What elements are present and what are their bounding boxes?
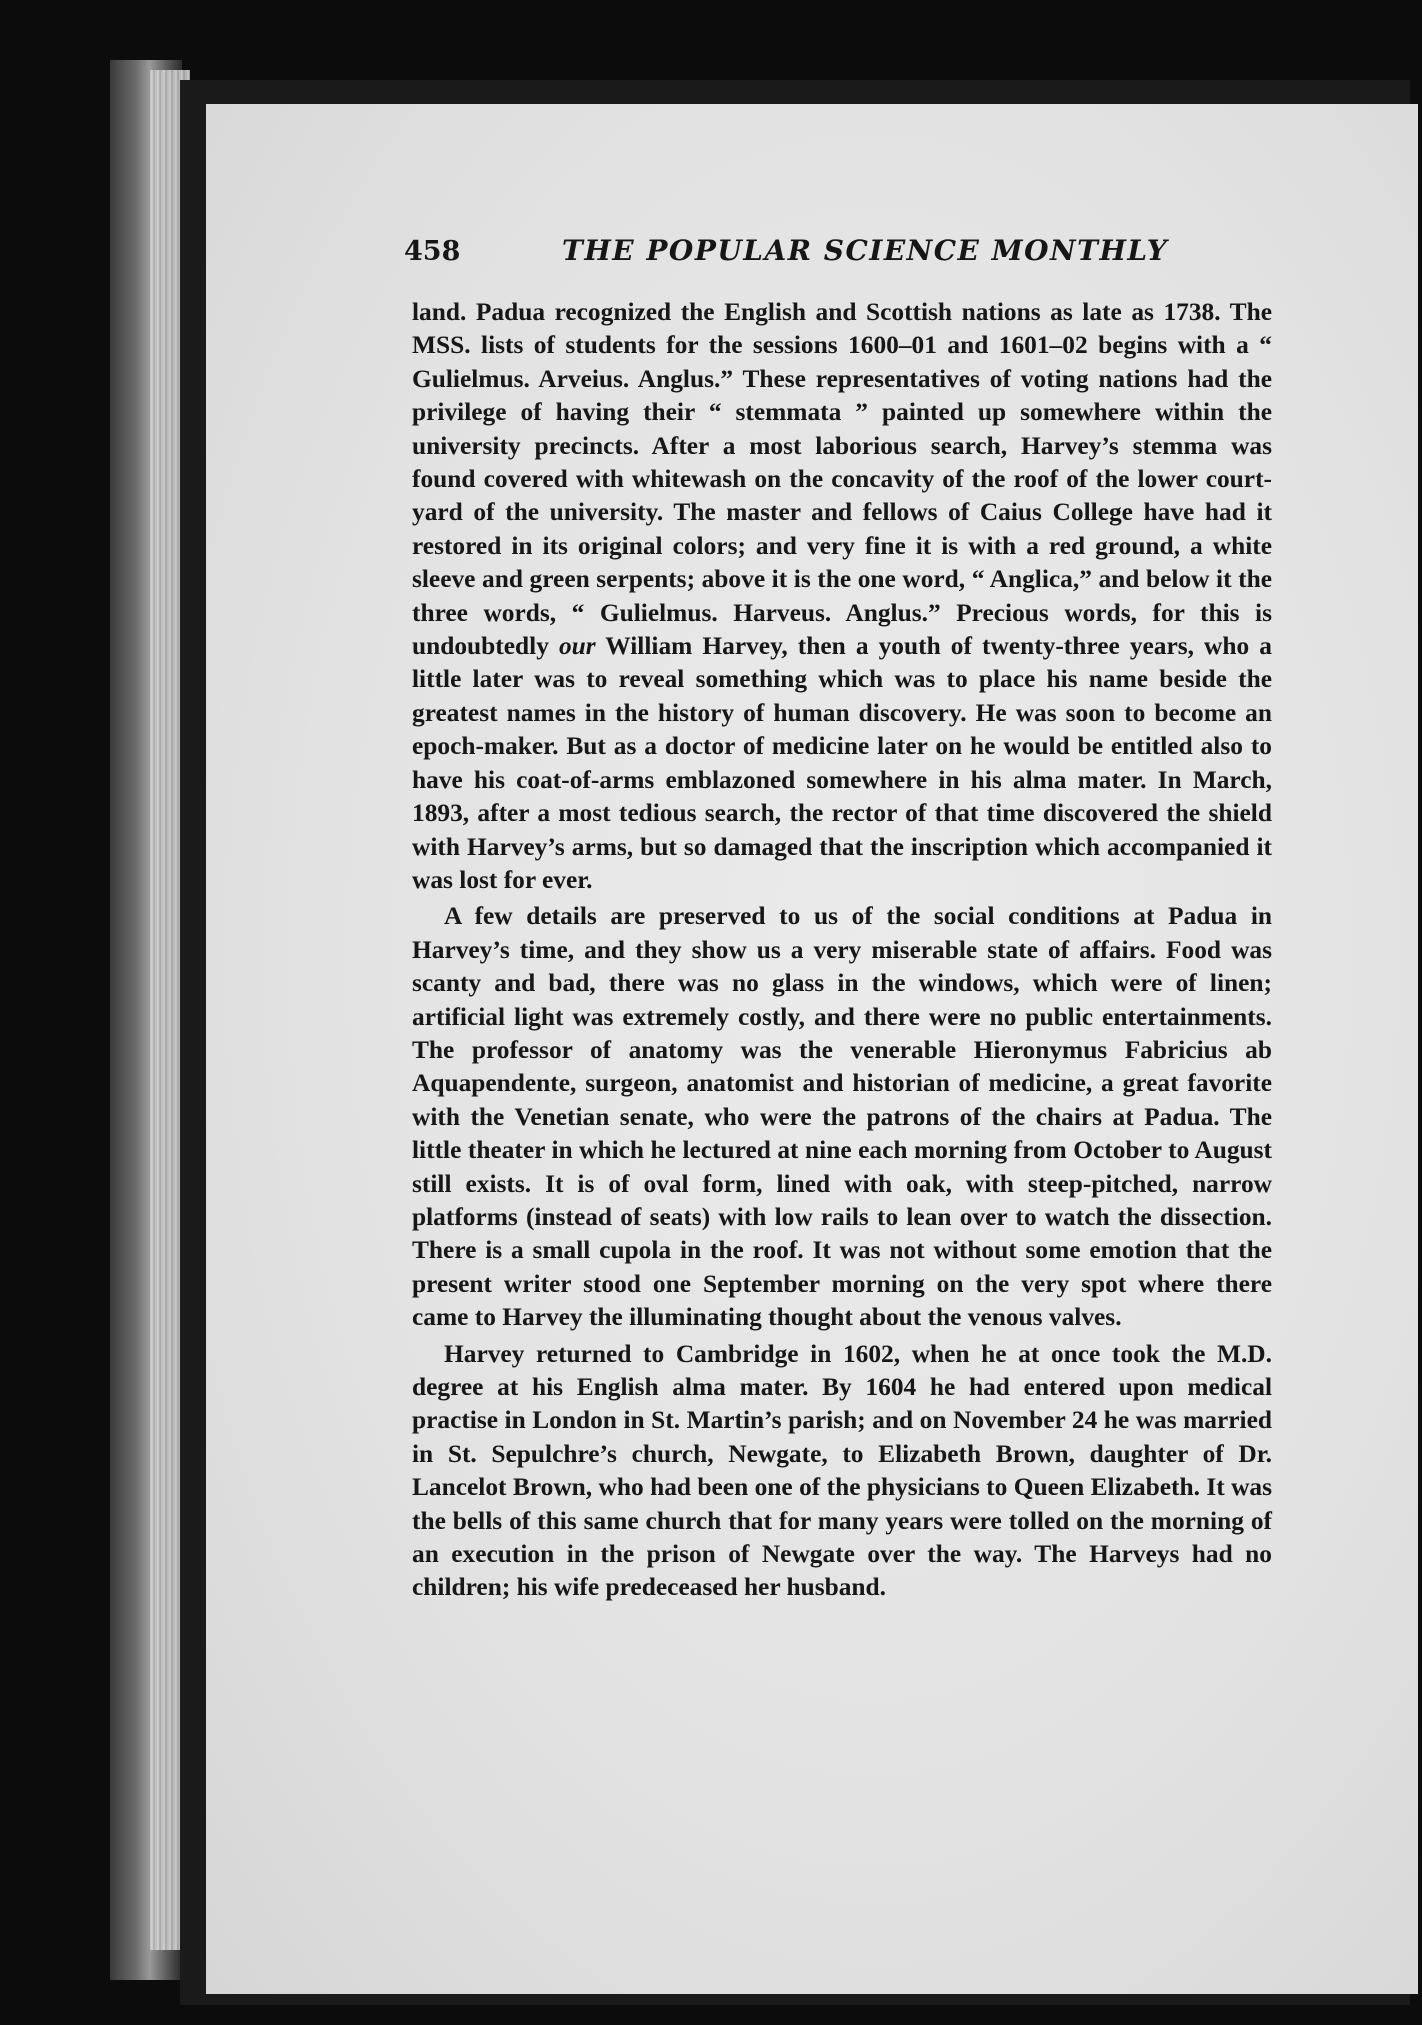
- page-header: [404, 230, 1304, 274]
- running-head: THE POPULAR SCIENCE MONTHLY: [562, 234, 1169, 267]
- emphasis-our: our: [558, 632, 596, 661]
- page-number: 458: [404, 236, 461, 267]
- paragraph-2: A few details are preserved to us of the social conditions at Padua in Harvey’s time, and they show us a very miserable state of affairs. Food was scanty and bad, there was no glass in the windows, which were of linen; artificial light was extremely costly, and there were no public entertainments. The professor of anatomy was the venerable Hieronymus Fabricius ab Aquapendente, surgeon, anatomist and historian of medicine, a great favorite with the Venetian senate, who were the patrons of the chairs at Padua. The little theater in which he lectured at nine each morning from October to August still exists. It is of oval form, lined with oak, with steep-pitched, narrow platforms (instead of seats) with low rails to lean over to watch the dissection. There is a small cupola in the roof. It was not without some emotion that the present writer stood one September morning on the very spot where there came to Harvey the illuminating thought about the venous valves.: [412, 902, 1272, 1332]
- paragraph-1-text-before: land. Padua recognized the English and Scottish nations as late as 1738. The MSS. lists of students for the sessions 1600–01 and 1601–02 begins with a “ Gulielmus. Arveius. Anglus.” These representatives of voting nations had the privilege of having their “ stemmata ” painted up somewhere within the university precincts. After a most laborious search, Harvey’s stemma was found covered with whitewash on the concavity of the roof of the lower court-yard of the university. The master and fellows of Caius College have had it restored in its original colors; and very fine it is with a red ground, a white sleeve and green serpents; above it is the one word, “ Anglica,” and below it the three words, “ Gulielmus. Harveus. Anglus.” Precious words, for this is undoubtedly: [412, 298, 1272, 661]
- paragraph-1-text-after: William Harvey, then a youth of twenty-three years, who a little later was to reveal something which was to place his name beside the greatest names in the history of human discovery. He was soon to become an epoch-maker. But as a doctor of medicine later on he would be entitled also to have his coat-of-arms emblazoned somewhere in his alma mater. In March, 1893, after a most tedious search, the rector of that time discovered the shield with Harvey’s arms, but so damaged that the inscription which accompanied it was lost for ever.: [412, 632, 1272, 894]
- paragraph-1: [412, 296, 1272, 897]
- body-text: [412, 296, 1272, 1605]
- paragraph-3: Harvey returned to Cambridge in 1602, when he at once took the M.D. degree at his English alma mater. By 1604 he had entered upon medical practise in London in St. Martin’s parish; and on November 24 he was married in St. Sepulchre’s church, Newgate, to Elizabeth Brown, daughter of Dr. Lancelot Brown, who had been one of the physicians to Queen Elizabeth. It was the bells of this same church that for many years were tolled on the morning of an execution in the prison of Newgate over the way. The Harveys had no children; his wife predeceased her husband.: [412, 1339, 1272, 1602]
